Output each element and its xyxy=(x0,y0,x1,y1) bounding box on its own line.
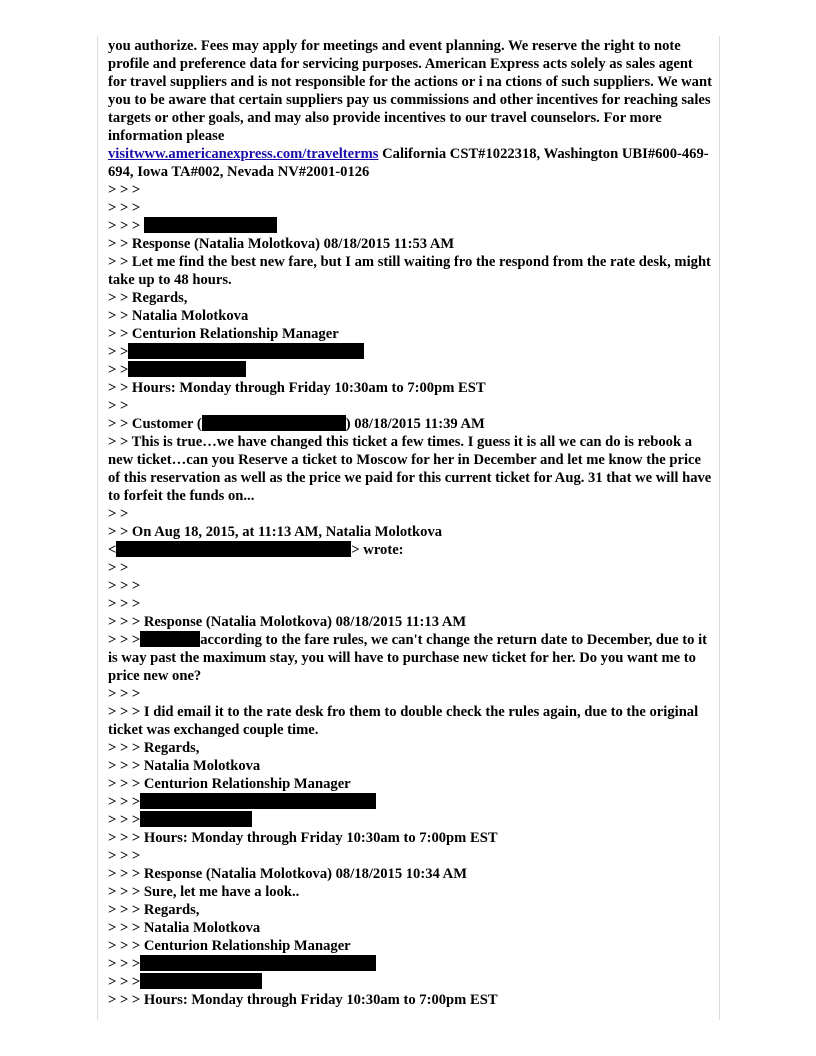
redaction-block xyxy=(140,811,252,827)
signature-name: > > Natalia Molotkova xyxy=(108,308,249,324)
signature-email-redacted: > > > xyxy=(108,793,714,811)
response-body: > > Let me find the best new fare, but I am still waiting fro the respond from the rate desk, might take up to 48 hours. xyxy=(108,254,711,288)
signature-title: > > > Centurion Relationship Manager xyxy=(108,776,351,792)
redaction-block xyxy=(128,361,246,377)
redaction-block xyxy=(144,217,277,233)
signature-hours: > > > Hours: Monday through Friday 10:30am to 7:00pm EST xyxy=(108,992,498,1008)
signature-name: > > > Natalia Molotkova xyxy=(108,758,261,774)
response-header: > > > Response (Natalia Molotkova) 08/18/2015 11:13 AM xyxy=(108,614,467,630)
quote-marker-line: > > > xyxy=(108,686,141,702)
signature-title: > > Centurion Relationship Manager xyxy=(108,326,339,342)
quote-marker-line: > > > xyxy=(108,596,141,612)
email-thread xyxy=(108,37,714,1009)
signature-regards: > > > Regards, xyxy=(108,740,200,756)
redaction-block xyxy=(128,343,364,359)
quote-marker-line: > > > xyxy=(108,182,141,198)
quote-marker-line: > > xyxy=(108,560,129,576)
signature-phone-redacted: > > xyxy=(108,361,714,379)
quote-marker-line: > > xyxy=(108,506,129,522)
redaction-block xyxy=(202,415,346,431)
reply-attribution-email-line: < > wrote: xyxy=(108,542,404,558)
quote-marker-line: > > > xyxy=(108,848,141,864)
signature-regards: > > Regards, xyxy=(108,290,188,306)
redaction-block xyxy=(140,973,262,989)
reply-attribution-line: > > On Aug 18, 2015, at 11:13 AM, Natalia Molotkova xyxy=(108,524,443,540)
response-header: > > Response (Natalia Molotkova) 08/18/2015 11:53 AM xyxy=(108,236,455,252)
quote-line-redacted: > > > xyxy=(108,217,714,235)
response-body: > > > according to the fare rules, we can't change the return date to December, due to it is way past the maximum stay, you will have to purchase new ticket for her. Do you want me to price new one? xyxy=(108,632,708,684)
page-margin-line-right xyxy=(719,36,720,1020)
customer-body: > > This is true…we have changed this ticket a few times. I guess it is all we can do is rebook a new ticket…can you Reserve a ticket to Moscow for her in December and let me know the price of this reservation as well as the price we paid for this current ticket for Aug. 31 that we will have to forfeit the funds on... xyxy=(108,434,712,504)
disclaimer-text: you authorize. Fees may apply for meetings and event planning. We reserve the right to note profile and preference data for servicing purposes. American Express acts solely as sales agent for travel suppliers and is not responsible for the actions or i na ctions of such suppliers. We want you to be aware that certain suppliers pay us commissions and other incentives for reaching sales targets or other goals, and may also provide incentives to our travel counselors. For more information please xyxy=(108,38,712,144)
response-header: > > > Response (Natalia Molotkova) 08/18/2015 10:34 AM xyxy=(108,866,467,882)
quote-marker-line: > > > xyxy=(108,578,141,594)
page-margin-line-left xyxy=(97,36,98,1020)
travel-terms-link[interactable]: visitwww.americanexpress.com/travelterms xyxy=(108,146,379,162)
redaction-block xyxy=(140,631,200,647)
response-body: > > > I did email it to the rate desk fro them to double check the rules again, due to the original ticket was exchanged couple time. xyxy=(108,704,699,738)
signature-email-redacted: > > xyxy=(108,343,714,361)
signature-phone-redacted: > > > xyxy=(108,973,714,991)
redaction-block xyxy=(116,541,351,557)
signature-regards: > > > Regards, xyxy=(108,902,200,918)
signature-title: > > > Centurion Relationship Manager xyxy=(108,938,351,954)
quote-marker-line: > > xyxy=(108,398,129,414)
signature-phone-redacted: > > > xyxy=(108,811,714,829)
redaction-block xyxy=(140,793,376,809)
disclaimer-license-text: California CST#1022318, Washington UBI#600-469-694, Iowa TA#002, Nevada NV#2001-0126 xyxy=(108,146,709,180)
signature-hours: > > Hours: Monday through Friday 10:30am to 7:00pm EST xyxy=(108,380,486,396)
response-body: > > > Sure, let me have a look.. xyxy=(108,884,300,900)
quote-marker-line: > > > xyxy=(108,200,141,216)
redaction-block xyxy=(140,955,376,971)
customer-header: > > Customer ( ) 08/18/2015 11:39 AM xyxy=(108,416,485,432)
signature-name: > > > Natalia Molotkova xyxy=(108,920,261,936)
signature-email-redacted: > > > xyxy=(108,955,714,973)
legal-disclaimer-paragraph xyxy=(108,37,714,181)
signature-hours: > > > Hours: Monday through Friday 10:30am to 7:00pm EST xyxy=(108,830,498,846)
